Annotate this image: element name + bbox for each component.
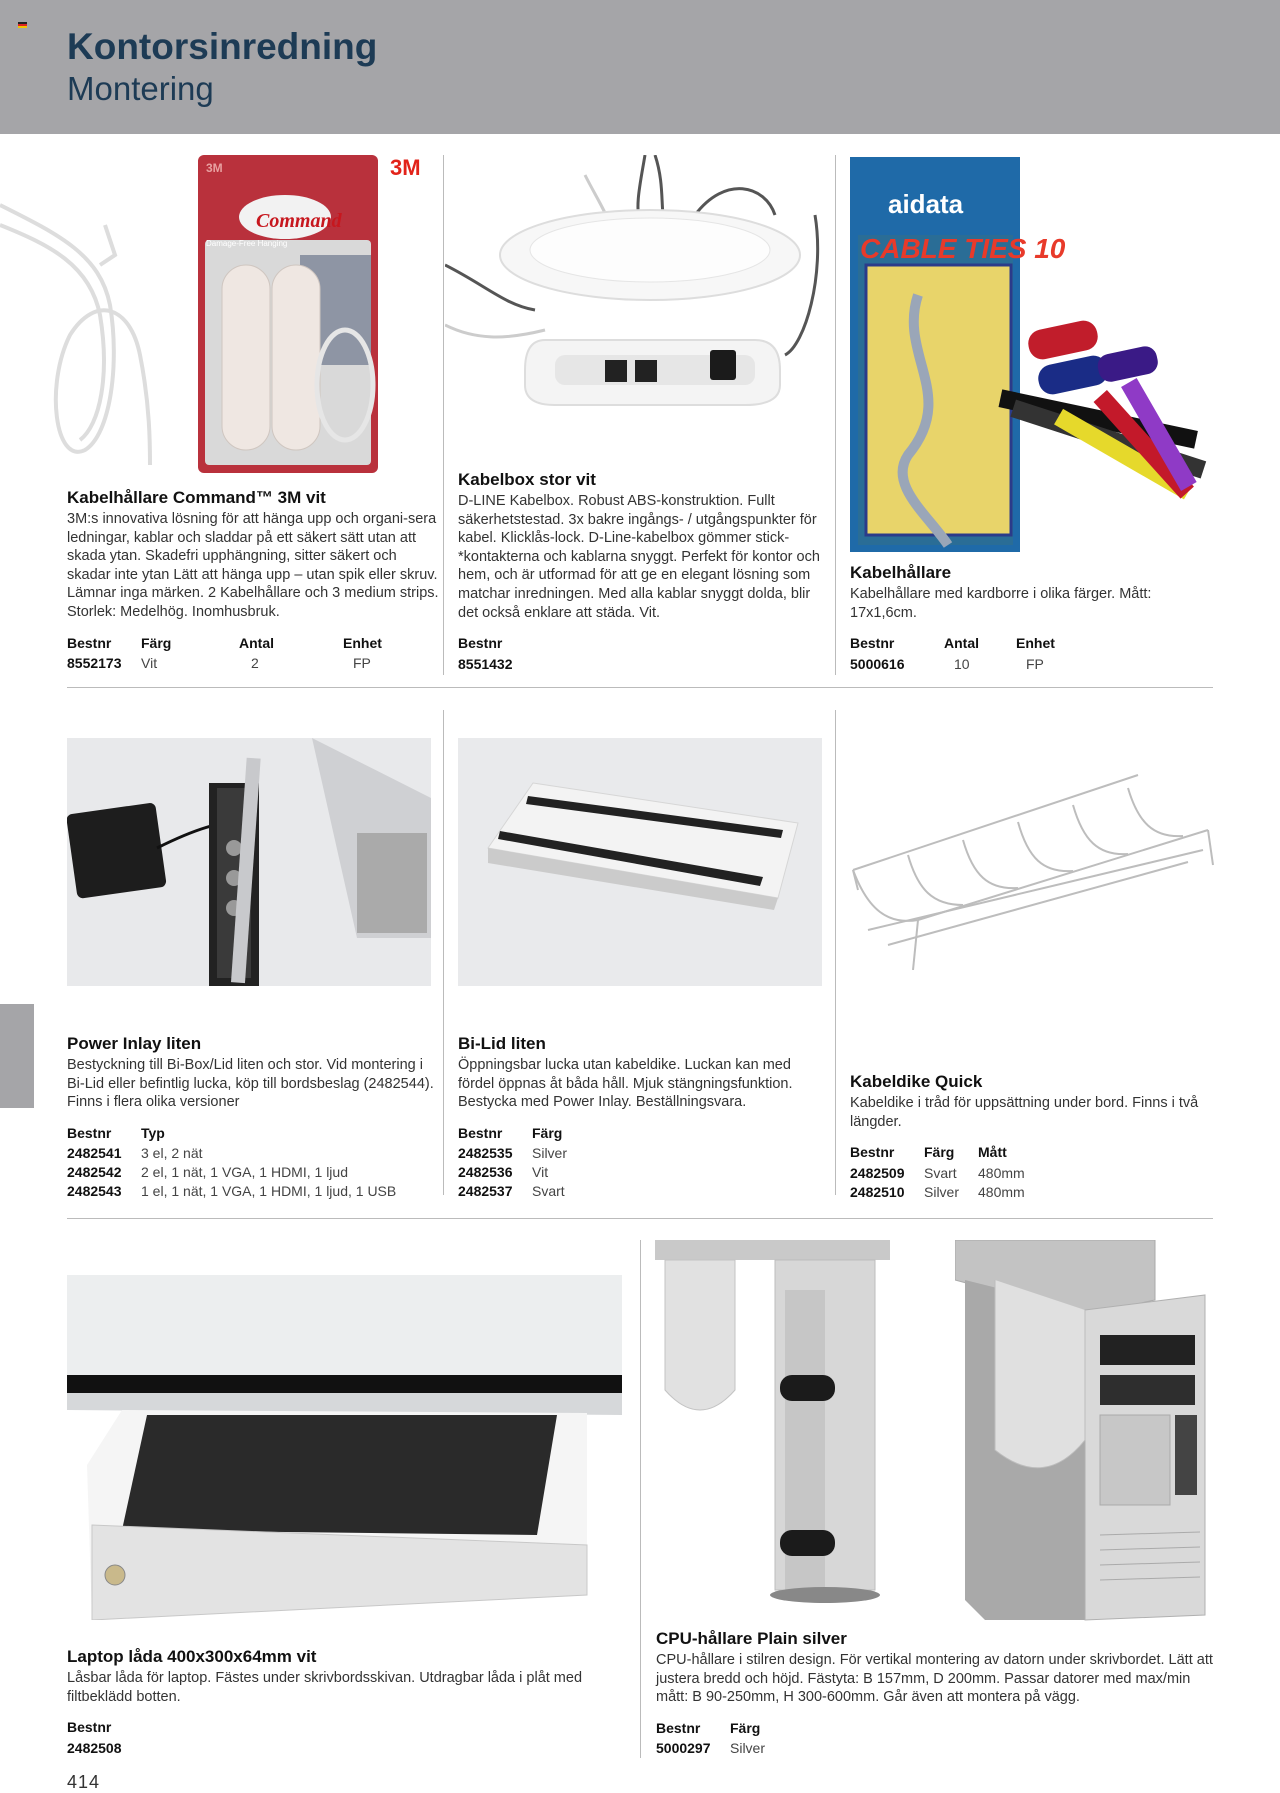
column-divider [835,155,836,675]
article-number: 2482542 [67,1164,122,1181]
kabelbox-image [445,155,833,445]
type-cell: 1 el, 1 nät, 1 VGA, 1 HDMI, 1 ljud, 1 USB [141,1183,397,1200]
color-cell: Vit [532,1164,549,1181]
spec-table [850,1143,1025,1201]
table-row [850,654,1076,673]
column-header: Färg [924,1144,955,1161]
product-title: Power Inlay liten [67,1034,202,1053]
table-row [458,1144,567,1163]
color-cell: Vit [141,655,158,672]
cpu-holder-image [655,1240,890,1618]
size-cell: 480mm [978,1183,1025,1200]
article-number: 2482543 [67,1183,122,1200]
svg-text:3M: 3M [206,161,223,175]
product-title: Bi-Lid liten [458,1034,546,1053]
color-cell: Silver [730,1740,766,1757]
product-title: Kabelhållare [850,563,952,582]
product-description: Kabelhållare med kardborre i olika färger. Mått: 17x1,6cm. [850,586,1152,621]
column-header: Antal [239,634,274,651]
cable-ties-package-title: CABLE TIES 10 [860,233,1066,264]
product-title: CPU-hållare Plain silver [656,1629,847,1648]
product-description: 3M:s innovativa lösning för att hänga upp och organi-sera ledningar, kablar och sladdar på ett säkert sätt utan att skada ytan. Skadefri upphängning, sitter säkert och skadar inte ytan Lätt att hänga upp – utan spik eller skruv. Lämnar inga märken. 2 Kabelhållare och 3 medium strips. Storlek: Medelhög. Inomhusbruk. [67,511,439,620]
column-header: Enhet [1016,635,1055,652]
page-subtitle: Montering [67,70,214,107]
column-header: Bestnr [850,1144,895,1161]
spec-table [656,1719,765,1758]
column-header: Bestnr [458,1124,503,1141]
article-number: 2482508 [67,1739,122,1756]
laptop-drawer-image [67,1275,622,1620]
article-number: 2482537 [458,1183,513,1200]
page-title: Kontorsinredning [67,26,378,67]
color-cell: Silver [924,1183,960,1200]
color-cell: Svart [532,1183,565,1200]
product-cpu-holder [656,1629,1216,1758]
table-row [67,1144,396,1163]
article-number: 5000297 [656,1740,711,1757]
product-description: Öppningsbar lucka utan kabeldike. Luckan kan med fördel öppnas åt båda håll. Mjuk stängningsfunktion. Bestycka med Power Inlay. Beställningsvara. [458,1057,793,1111]
table-row [458,654,513,673]
command-brand: Command [256,210,342,232]
product-description: D-LINE Kabelbox. Robust ABS-konstruktion. Fullt säkerhetstestad. 3x bakre ingångs- / utgångspunkter för kabel. Klicklås-lock. D-Line-kabelbox gömmer stick-*kontakterna och kablarna snyggt. Perfekt för kontor och hem, och är utformad för att ge en elegant lösning som matchar inredningen. Med alla kablar snyggt dolda, blir det också enklare att städa. Vit. [458,493,820,621]
table-row [67,654,403,673]
command-tagline: Damage-Free Hanging [206,239,288,248]
column-divider [835,710,836,1195]
row-divider [67,1218,1213,1219]
article-number: 8551432 [458,655,513,672]
power-inlay-image [67,738,431,986]
cpu-computer-image [955,1240,1215,1622]
spec-table [67,1124,396,1201]
table-row [458,1182,567,1201]
cable-ties-image [848,155,1218,555]
spec-table [67,634,403,673]
article-number: 5000616 [850,655,905,672]
color-cell: Silver [532,1145,568,1162]
spec-table [458,1124,567,1201]
product-kabelbox [458,470,830,673]
product-description: Kabeldike i tråd för uppsättning under bord. Finns i två längder. [850,1095,1199,1130]
table-row [67,1163,396,1182]
quantity-cell: 10 [954,655,970,672]
article-number: 2482509 [850,1164,905,1181]
column-header: Typ [141,1124,165,1141]
unit-cell: FP [353,655,371,672]
table-row [850,1182,1025,1201]
table-row [67,1182,396,1201]
article-number: 2482510 [850,1183,905,1200]
column-header: Antal [944,635,979,652]
column-header: Bestnr [850,635,895,652]
column-divider [443,710,444,1195]
size-cell: 480mm [978,1164,1025,1181]
product-power-inlay [67,1034,439,1201]
article-number: 2482536 [458,1164,513,1181]
product-kabeldike [850,1072,1212,1201]
column-header: Färg [141,634,172,651]
column-header: Bestnr [458,635,503,652]
page-header [0,0,1280,134]
aidata-brand: aidata [888,189,964,219]
spec-table [67,1718,122,1757]
column-divider [443,155,444,675]
spec-table [458,634,513,673]
column-header: Mått [978,1144,1007,1161]
table-row [850,1163,1025,1182]
product-description: CPU-hållare i stilren design. För vertikal montering av datorn under skrivbordet. Lätt att justera bredd och höjd. Fästyta: B 157mm, D 200mm. Passar datorer med max/min mått: B 90-250mm, H 300-600mm. Går även att montera på vägg. [656,1652,1213,1706]
table-row [67,1738,122,1757]
column-header: Färg [532,1124,563,1141]
table-row [458,1163,567,1182]
quantity-cell: 2 [251,655,259,672]
product-kabelhallare [850,563,1212,673]
column-header: Bestnr [67,1719,112,1736]
column-header: Bestnr [67,634,112,651]
article-number: 2482535 [458,1145,513,1162]
type-cell: 3 el, 2 nät [141,1145,203,1162]
column-divider [640,1240,641,1758]
table-row [656,1739,765,1758]
type-cell: 2 el, 1 nät, 1 VGA, 1 HDMI, 1 ljud [141,1164,348,1181]
column-header: Enhet [343,634,382,651]
kabeldike-image [848,770,1218,970]
article-number: 8552173 [67,655,122,672]
3m-logo: 3M [390,155,421,180]
page-number: 414 [67,1772,101,1792]
color-cell: Svart [924,1164,957,1181]
column-header: Färg [730,1719,761,1736]
product-laptop-drawer [67,1647,627,1757]
unit-cell: FP [1026,655,1044,672]
product-bi-lid [458,1034,830,1201]
command-hooks-image [0,155,440,475]
side-tab-marker [0,1004,34,1108]
article-number: 2482541 [67,1145,122,1162]
spec-table [850,634,1076,673]
bi-lid-image [458,738,822,986]
product-title: Laptop låda 400x300x64mm vit [67,1647,317,1666]
column-header: Bestnr [67,1124,112,1141]
product-title: Kabelhållare Command™ 3M vit [67,488,326,507]
flag-icon [18,22,27,28]
product-command [67,488,439,673]
product-description: Bestyckning till Bi-Box/Lid liten och stor. Vid montering i Bi-Lid eller befintlig lucka, köp till bordsbeslag (2482544). Finns i flera olika versioner [67,1057,434,1111]
product-title: Kabeldike Quick [850,1072,983,1091]
product-description: Låsbar låda för laptop. Fästes under skrivbordsskivan. Utdragbar låda i plåt med filtbeklädd botten. [67,1670,583,1705]
column-header: Bestnr [656,1719,701,1736]
product-title: Kabelbox stor vit [458,470,596,489]
row-divider [67,687,1213,688]
